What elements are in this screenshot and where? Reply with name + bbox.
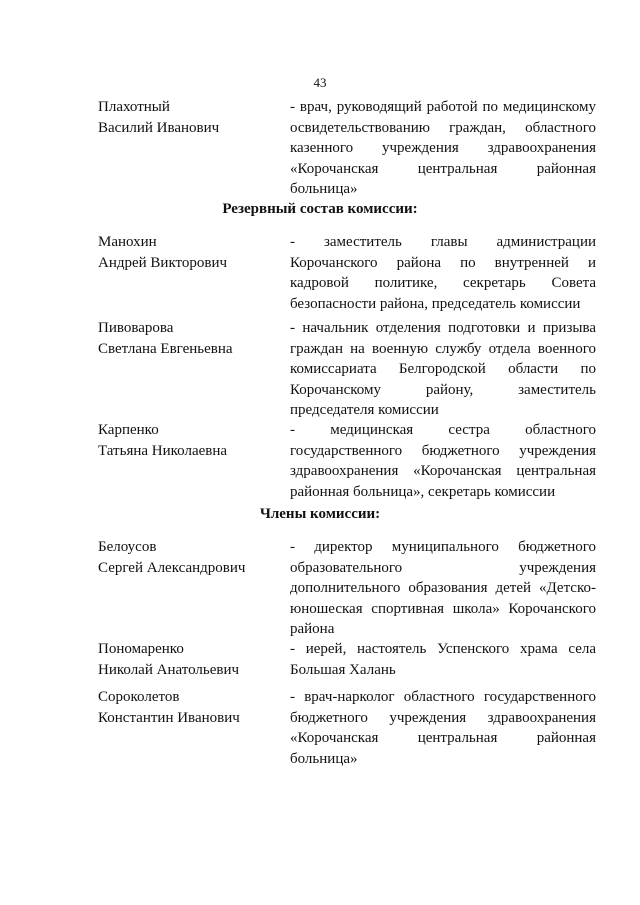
person-given-names: Константин Иванович: [98, 709, 240, 726]
person-name: [98, 537, 288, 578]
person-given-names: Андрей Викторович: [98, 254, 228, 271]
reserve-section-heading: Резервный состав комиссии:: [222, 201, 418, 217]
person-name: [98, 687, 288, 728]
person-position: - начальник отделения подготовки и призыва граждан на военную службу отдела военного комиссариата Белгородской области по Корочанскому району, заместитель председателя комиссии: [290, 320, 596, 418]
person-name: [98, 318, 288, 359]
members-section-heading: Члены комиссии:: [259, 506, 381, 522]
person-surname: Карпенко: [98, 422, 159, 438]
person-given-names: Сергей Александрович: [98, 559, 246, 576]
person-given-names: Светлана Евгеньевна: [98, 340, 233, 357]
page-number: 43: [313, 75, 327, 90]
person-surname: Плахотный: [98, 99, 170, 115]
person-given-names: Татьяна Николаевна: [98, 442, 228, 459]
person-surname: Манохин: [98, 234, 157, 250]
person-position: - директор муниципального бюджетного образовательного учреждения дополнительного образования детей «Детско-юношеская спортивная школа» Корочанского района: [290, 539, 596, 637]
person-surname: Сороколетов: [98, 689, 180, 705]
person-surname: Пономаренко: [98, 641, 184, 657]
person-name: [98, 639, 288, 680]
person-position: - заместитель главы администрации Корочанского района по внутренней и кадровой политике, секретарь Совета безопасности района, председатель комиссии: [290, 234, 596, 312]
person-position: - врач-нарколог областного государственного бюджетного учреждения здравоохранения «Корочанская центральная районная больница»: [290, 689, 596, 767]
person-position: - врач, руководящий работой по медицинскому освидетельствованию граждан, областного казенного учреждения здравоохранения «Корочанская центральная районная больница»: [290, 99, 596, 197]
person-name: [98, 97, 288, 138]
person-surname: Пивоварова: [98, 320, 174, 336]
person-given-names: Николай Анатольевич: [98, 661, 240, 678]
person-position: - иерей, настоятель Успенского храма села Большая Халань: [290, 641, 596, 678]
person-given-names: Василий Иванович: [98, 119, 220, 136]
person-name: [98, 420, 288, 461]
person-surname: Белоусов: [98, 539, 157, 555]
person-name: [98, 232, 288, 273]
person-position: - медицинская сестра областного государственного бюджетного учреждения здравоохранения «Корочанская центральная районная больница», секретарь комиссии: [290, 422, 596, 500]
